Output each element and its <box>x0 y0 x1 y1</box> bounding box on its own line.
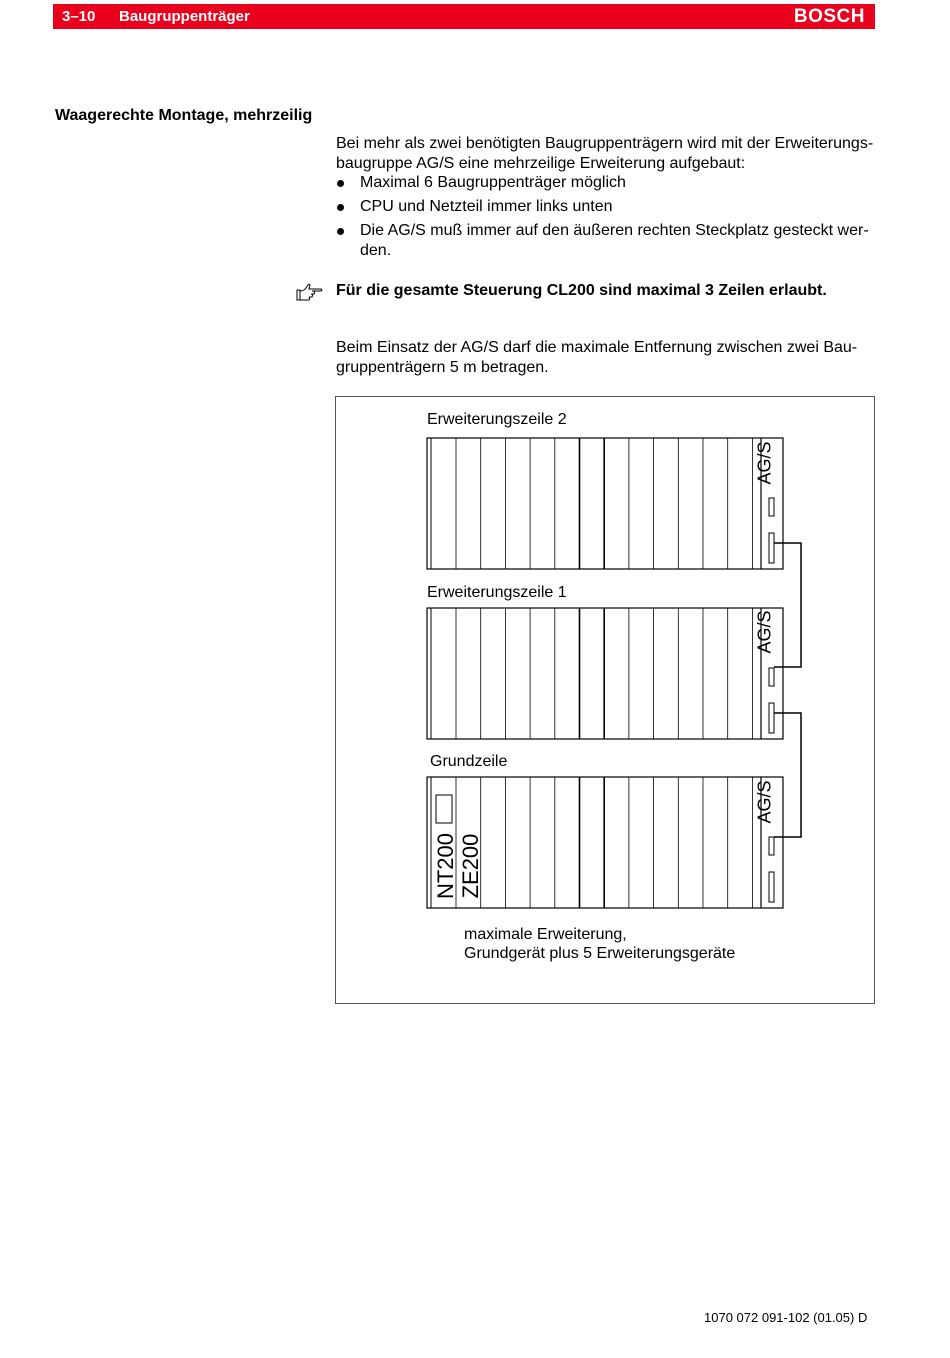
list-item <box>336 197 881 217</box>
cable-row1-grundzeile <box>774 713 801 837</box>
ags-connector-upper <box>769 837 774 855</box>
list-item-text: Maximal 6 Baugruppenträger möglich <box>360 174 626 191</box>
document-number: 1070 072 091-102 (01.05) D <box>704 1310 868 1325</box>
distance-line-1: Beim Einsatz der AG/S darf die maximale Entfernung zwischen zwei Bau- <box>336 339 858 356</box>
cpu-label: ZE200 <box>458 833 483 899</box>
ags-connector-lower <box>769 533 774 563</box>
figure-caption <box>464 925 735 963</box>
row-label-erweiterungszeile-2: Erweiterungszeile 2 <box>427 411 567 428</box>
power-supply-switch <box>436 795 452 823</box>
figure-caption-line-2: Grundgerät plus 5 Erweiterungsgeräte <box>464 945 736 962</box>
pointing-hand-icon <box>296 282 324 302</box>
list-item-text: CPU und Netzteil immer links unten <box>360 198 613 215</box>
cable-row2-row1 <box>774 543 801 667</box>
ags-connector-lower <box>769 703 774 733</box>
figure-caption-line-1: maximale Erweiterung, <box>464 926 627 943</box>
intro-line-2: baugruppe AG/S eine mehrzeilige Erweiterung aufgebaut: <box>336 155 746 172</box>
ags-cable-connections <box>774 543 801 837</box>
ags-connector-upper <box>769 668 774 686</box>
list-item <box>336 221 878 261</box>
bullet-icon <box>337 180 344 187</box>
chapter-title: Baugruppenträger <box>119 8 250 25</box>
ags-connector-lower <box>769 872 774 902</box>
bullet-icon <box>337 228 344 235</box>
ags-module-label-row-1: AG/S <box>754 610 775 654</box>
distance-line-2: gruppenträgern 5 m betragen. <box>336 359 549 376</box>
page-header <box>53 4 875 29</box>
ags-connector-upper <box>769 498 774 516</box>
note-text: Für die gesamte Steuerung CL200 sind maximal 3 Zeilen erlaubt. <box>336 282 827 299</box>
intro-line-1: Bei mehr als zwei benötigten Baugruppenträgern wird mit der Erweiterungs- <box>336 135 874 152</box>
intro-paragraph <box>336 134 873 174</box>
rack-row-erweiterungszeile-2 <box>427 438 783 569</box>
ags-module-label-grundzeile: AG/S <box>754 780 775 824</box>
bullet-icon <box>337 204 344 211</box>
rack-row-erweiterungszeile-1 <box>427 608 783 739</box>
power-supply-label: NT200 <box>433 832 458 900</box>
section-number: 3–10 <box>62 8 96 25</box>
section-heading: Waagerechte Montage, mehrzeilig <box>55 107 313 124</box>
row-label-grundzeile: Grundzeile <box>430 753 508 770</box>
list-item <box>336 173 881 193</box>
rack-diagram <box>335 396 875 1004</box>
bosch-logo: BOSCH <box>793 6 865 27</box>
list-item-text: Die AG/S muß immer auf den äußeren rechten Steckplatz gesteckt wer-den. <box>360 222 869 259</box>
requirements-list <box>336 173 881 265</box>
ags-module-label-row-2: AG/S <box>754 441 775 485</box>
row-label-erweiterungszeile-1: Erweiterungszeile 1 <box>427 584 567 601</box>
rack-diagram-graphic <box>336 397 874 1003</box>
distance-paragraph <box>336 338 857 378</box>
